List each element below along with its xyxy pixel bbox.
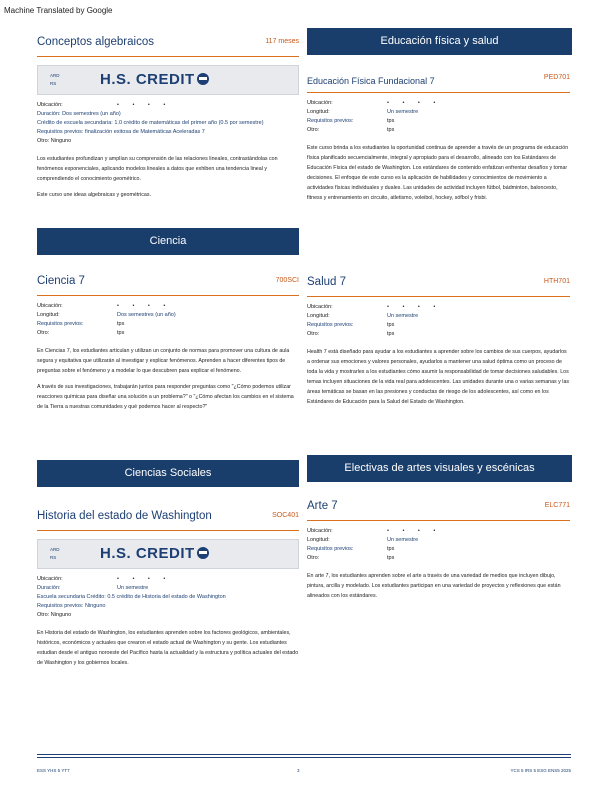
- course-description: [307, 143, 570, 203]
- course-salud-7: [307, 276, 570, 413]
- other-label: Otro:: [307, 331, 320, 337]
- course-code: SOC401: [272, 512, 299, 519]
- course-meta: [307, 99, 570, 135]
- machine-translated-note: Machine Translated by Google: [4, 6, 113, 15]
- location-label: Ubicación:: [37, 576, 63, 582]
- page-number: 3: [297, 768, 300, 773]
- hs-credit-badge: [37, 65, 299, 95]
- footer-right-text: YCS 5 IRS 5 ESG ENS5 2025: [510, 768, 571, 773]
- duration-value: Un semestre: [117, 585, 149, 591]
- prerequisites-text: Requisitos previos: Ninguno: [37, 603, 106, 609]
- divider: [37, 530, 299, 531]
- other-label: Otro:: [37, 330, 50, 336]
- length-label: Longitud:: [307, 109, 330, 115]
- divider: [37, 295, 299, 296]
- location-label: Ubicación:: [307, 100, 333, 106]
- description-paragraph: A través de sus investigaciones, trabajarán juntos para responder preguntas como "¿Cómo podemos utilizar reacciones químicas para diseñar una solución a un problema?" o "¿Cómo afectan los cambios en el sistema de la Tierra a nuestras comunidades y qué podemos hacer al respecto?": [37, 384, 294, 410]
- hs-credit-logo: H.S. CREDIT: [100, 71, 209, 88]
- course-code: HTH701: [543, 278, 570, 285]
- location-dots: • • • •: [387, 304, 442, 310]
- location-label: Ubicación:: [37, 102, 63, 108]
- banner-title: Electivas de artes visuales y escénicas: [307, 455, 572, 482]
- duration-text: Duración: Dos semestres (un año): [37, 111, 121, 117]
- course-historia-washington: [37, 510, 299, 674]
- location-label: Ubicación:: [37, 303, 63, 309]
- prerequisites-text: Requisitos previos: finalización exitosa de Matemáticas Aceleradas 7: [37, 129, 205, 135]
- hs-credit-logo: H.S. CREDIT: [100, 545, 209, 562]
- course-ciencia-7: [37, 275, 299, 418]
- hs-credit-badge: [37, 539, 299, 569]
- course-description: [37, 346, 299, 412]
- location-label: Ubicación:: [307, 528, 333, 534]
- description-paragraph: Este curso brinda a los estudiantes la oportunidad continua de aprender a través de un programa de educación física planificado secuencialmente, integral y apropiado para el desarrollo, alineado con los Estándares de Educación Física del estado de Washington. Los estándares de contenido enfatizan enfrentar desafíos y tomar decisiones. El enfoque de este curso es la aplicación de habilidades y conocimientos de movimiento a actividades físicas individuales y duales. Las unidades de actividad incluyen fútbol, bádminton, baloncesto, fitness y entrenamiento en circuito, atletismo, voleibol, hockey, sófbol y frisbi.: [307, 145, 569, 201]
- length-value: Un semestre: [387, 313, 419, 319]
- other-value: tps: [387, 127, 395, 133]
- course-edfisica-7: [307, 72, 570, 209]
- course-code: 700SCI: [275, 277, 299, 284]
- prereq-value: tps: [387, 118, 395, 124]
- description-paragraph: Health 7 está diseñado para ayudar a los estudiantes a aprender sobre los cambios de sus cuerpos, ayudarlos a ordenar sus emociones y valores personales, ayudarlos a mantener una salud óptima como un proceso de toda la vida y mostrarles a los estudiantes cómo asumir la responsabilidad de tomar decisiones saludables. Los temas incluyen situaciones de la vida real para adolescentes. Las unidades durante una o varias semanas y las áreas temáticas se basan en las presiones y conductas de riesgo de los adolescentes, así como en los Estándares de Educación para la Salud del Estado de Washington.: [307, 349, 570, 405]
- description-paragraph: En Historia del estado de Washington, los estudiantes aprenden sobre los factores geológicos, ambientales, históricos, económicos y actuales que crearon el estado actual de Washington y su gente. Los estudiantes estudian desde el antiguo noroeste del Pacífico hasta la actualidad y la estructura y política actuales del estado de Washington y los gobiernos locales.: [37, 630, 299, 666]
- description-paragraph: En Ciencias 7, los estudiantes articulan y utilizan un conjunto de normas para promover una cultura de aula segura y equitativa que utilizarán al investigar y explicar fenómenos. Aprenden a hacer diferentes tipos de preguntas sobre el fenómeno y a modelar lo que descubren para explicar el fenómeno.: [37, 348, 290, 374]
- course-code: PED701: [543, 74, 570, 81]
- course-meta: [307, 527, 570, 563]
- graduation-cap-icon: [197, 73, 209, 85]
- course-title: Educación Física Fundacional 7: [307, 76, 435, 86]
- location-dots: • • • •: [117, 303, 172, 309]
- prereq-label: Requisitos previos:: [307, 322, 354, 328]
- badge-small-text: ARD RS: [50, 73, 60, 86]
- prereq-label: Requisitos previos:: [307, 118, 354, 124]
- divider: [37, 56, 299, 57]
- location-dots: • • • •: [117, 576, 172, 582]
- section-banner-edfisica: [307, 28, 570, 55]
- section-banner-ciencia: [37, 228, 299, 255]
- course-meta: [37, 575, 299, 620]
- length-value: Un semestre: [387, 537, 419, 543]
- course-meta: [307, 303, 570, 339]
- section-banner-sociales: [37, 460, 299, 487]
- length-value: Un semestre: [387, 109, 419, 115]
- other-label: Otro:: [307, 127, 320, 133]
- banner-title: Ciencia: [37, 228, 299, 255]
- location-dots: • • • •: [117, 102, 172, 108]
- course-title: Ciencia 7: [37, 275, 85, 287]
- footer-left-text: ESS YHS 5 YT7: [37, 768, 70, 773]
- course-title: Historia del estado de Washington: [37, 510, 212, 522]
- other-text: Otro: Ninguno: [37, 612, 72, 618]
- badge-small-text: ARD RS: [50, 547, 60, 560]
- course-meta: [37, 101, 299, 146]
- graduation-cap-icon: [197, 547, 209, 559]
- course-title: Conceptos algebraicos: [37, 36, 154, 48]
- prereq-value: tps: [117, 321, 125, 327]
- location-dots: • • • •: [387, 528, 442, 534]
- left-column: [37, 36, 299, 206]
- location-dots: • • • •: [387, 100, 442, 106]
- credit-text: Crédito de escuela secundaria: 1.0 crédito de matemáticas del primer año (0.5 por semestre): [37, 120, 264, 126]
- prereq-value: tps: [387, 546, 395, 552]
- footer-divider: [37, 754, 571, 755]
- description-paragraph: En arte 7, los estudiantes aprenden sobre el arte a través de una variedad de medios que incluyen dibujo, pintura, arcilla y modelado. Los estudiantes participan en una variedad de proyectos y reflexiones que están alineados con los estándares.: [307, 573, 561, 599]
- prereq-label: Requisitos previos:: [307, 546, 354, 552]
- other-label: Otro:: [307, 555, 320, 561]
- course-title: Salud 7: [307, 276, 347, 288]
- footer-divider: [37, 757, 571, 758]
- course-description: [37, 628, 299, 668]
- divider: [307, 92, 570, 93]
- banner-title: Educación física y salud: [307, 28, 572, 55]
- course-description: [307, 347, 570, 407]
- course-description: [37, 154, 299, 200]
- description-paragraph: Este curso une ideas algebraicas y geométricas.: [37, 192, 151, 198]
- course-code: ELC771: [544, 502, 570, 509]
- duration-label: Duración:: [37, 585, 61, 591]
- course-header-algebra: [37, 36, 299, 54]
- length-label: Longitud:: [307, 313, 330, 319]
- other-text: Otro: Ninguno: [37, 138, 72, 144]
- location-label: Ubicación:: [307, 304, 333, 310]
- other-value: tps: [387, 555, 395, 561]
- section-banner-artes: [307, 455, 570, 482]
- course-description: [307, 571, 570, 601]
- prereq-value: tps: [387, 322, 395, 328]
- other-value: tps: [387, 331, 395, 337]
- divider: [307, 296, 570, 297]
- length-value: Dos semestres (un año): [117, 312, 176, 318]
- prereq-label: Requisitos previos:: [37, 321, 84, 327]
- length-label: Longitud:: [37, 312, 60, 318]
- course-code: 117 meses: [265, 38, 299, 45]
- course-arte-7: [307, 500, 570, 607]
- course-title: Arte 7: [307, 500, 338, 512]
- credit-text: Escuela secundaria Crédito: 0.5 crédito de Historia del estado de Washington: [37, 594, 226, 600]
- length-label: Longitud:: [307, 537, 330, 543]
- other-value: tps: [117, 330, 125, 336]
- description-paragraph: Los estudiantes profundizan y amplían su comprensión de las relaciones lineales, contrastándolas con fenómenos exponenciales, aplicando modelos lineales a datos que exhiben una tendencia lineal y comprendiendo el conocimiento geométrico.: [37, 156, 278, 182]
- divider: [307, 520, 570, 521]
- course-meta: [37, 302, 299, 338]
- banner-title: Ciencias Sociales: [37, 460, 299, 487]
